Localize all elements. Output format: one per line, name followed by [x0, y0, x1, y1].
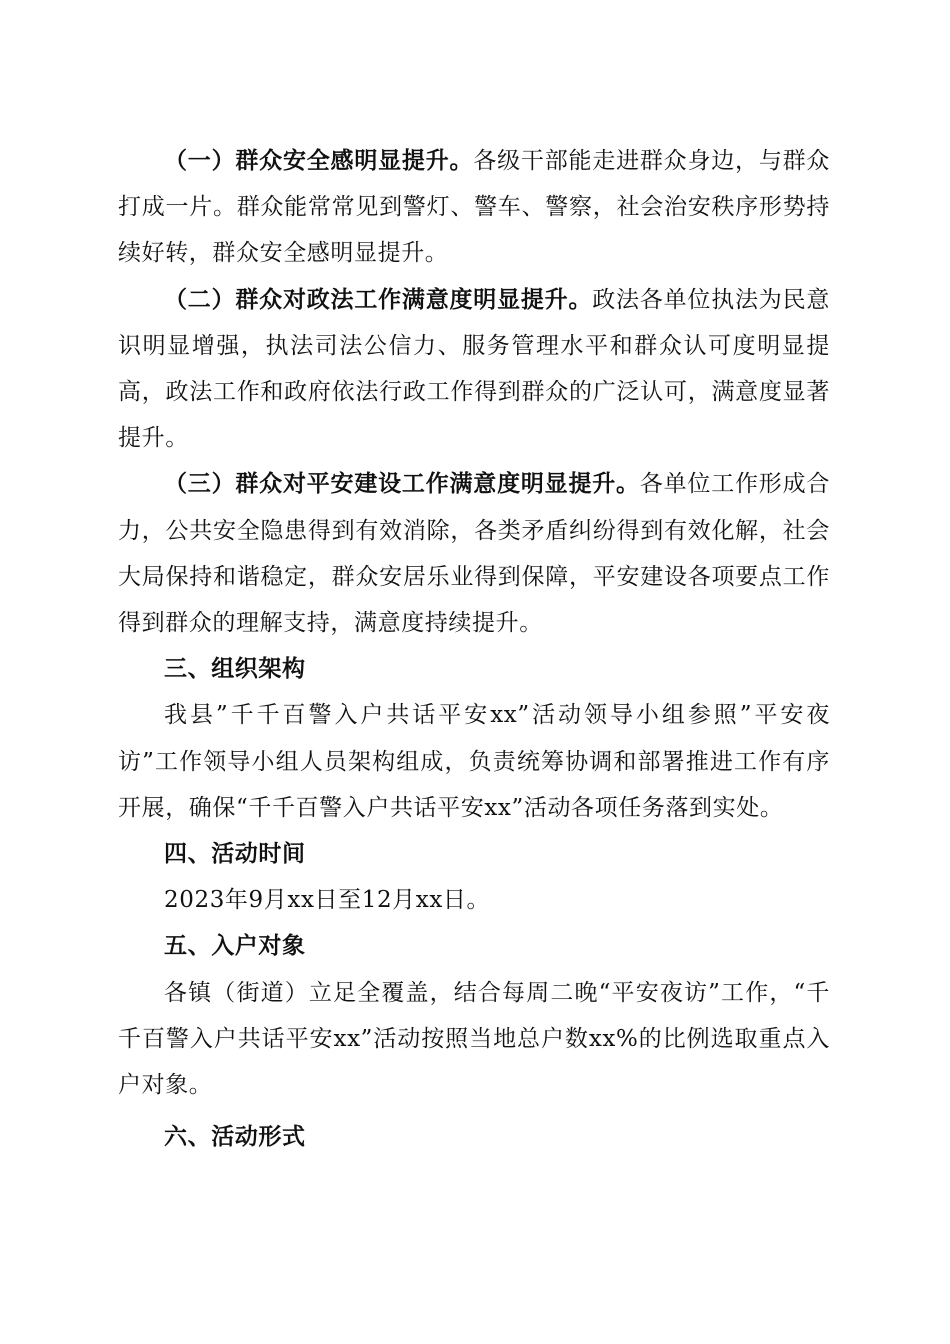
paragraph-lead: （二）群众对政法工作满意度明显提升。 [164, 285, 593, 313]
paragraph-body: 各级干部能走进群众身边，与群众打成一片。群众能常常见到警灯、警车、警察，社会治安秩序形势持续好转，群众安全感明显提升。 [118, 148, 831, 267]
heading-organization: 三、组织架构 [164, 655, 306, 683]
document-page [118, 138, 830, 1160]
heading-household-targets: 五、入户对象 [164, 932, 306, 960]
paragraph-body: 政法各单位执法为民意识明显增强，执法司法公信力、服务管理水平和群众认可度明显提高，政法工作和政府依法行政工作得到群众的广泛认可，满意度显著提升。 [118, 286, 830, 452]
paragraph-activity-time: 2023年9月xx日至12月xx日。 [164, 887, 491, 914]
paragraph-organization: 我县”千千百警入户共话平安xx”活动领导小组参照”平安夜访”工作领导小组人员架构组成，负责统筹协调和部署推进工作有序开展，确保“千千百警入户共话平安xx”活动各项任务落到实处。 [118, 702, 830, 821]
heading-activity-time: 四、活动时间 [164, 840, 306, 868]
paragraph-safety-feeling [118, 138, 830, 277]
paragraph-lead: （一）群众安全感明显提升。 [164, 147, 474, 174]
paragraph-lead: （三）群众对平安建设工作满意度明显提升。 [164, 470, 640, 498]
paragraph-household-targets: 各镇（街道）立足全覆盖，结合每周二晚“平安夜访”工作，“千千百警入户共话平安xx”活动按照当地总户数xx%的比例选取重点入户对象。 [118, 979, 830, 1099]
paragraph-safety-construction [118, 461, 830, 646]
heading-activity-form: 六、活动形式 [164, 1123, 306, 1151]
paragraph-legal-satisfaction [118, 277, 830, 462]
paragraph-body: 各单位工作形成合力，公共安全隐患得到有效消除，各类矛盾纠纷得到有效化解，社会大局保持和谐稳定，群众安居乐业得到保障，平安建设各项要点工作得到群众的理解支持，满意度持续提升。 [118, 471, 830, 637]
